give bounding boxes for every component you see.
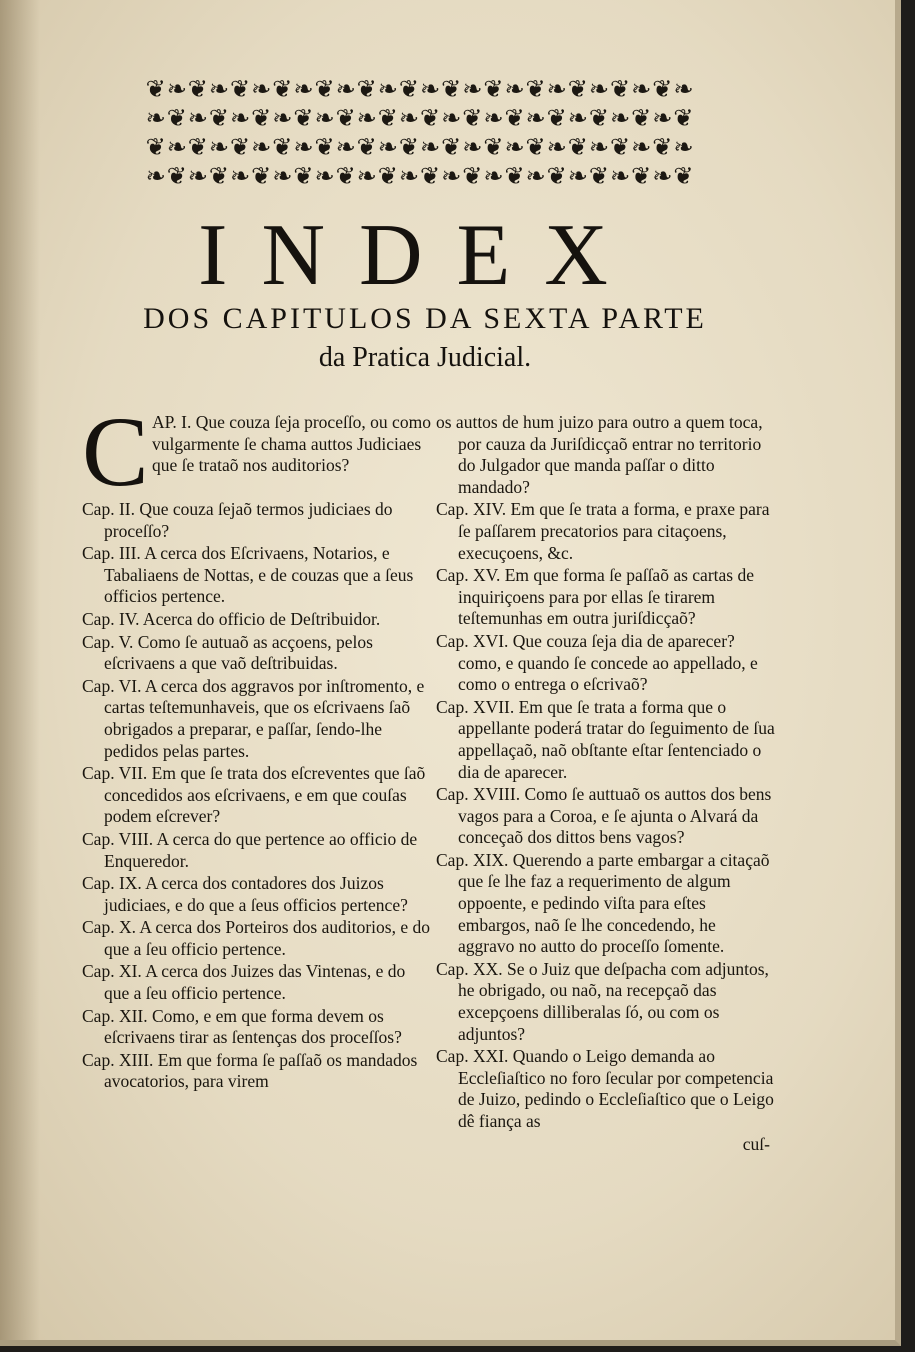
chapter-entry: Cap. IX. A cerca dos contadores dos Juizos judiciaes, e do que a ſeus officios pertence? — [82, 873, 408, 915]
page-subtitle-secondary: da Pratica Judicial. — [318, 342, 532, 373]
chapter-entry-text: AP. I. Que couza ſeja proceſſo, ou como vulgarmente ſe chama auttos Judiciaes que ſe trataõ nos auditorios? — [152, 412, 431, 476]
right-column — [436, 412, 776, 1155]
ornament-row: ❧❦❧❦❧❦❧❦❧❦❧❦❧❦❧❦❧❦❧❦❧❦❧❦❧❦ — [145, 104, 695, 132]
chapter-entry: Cap. XIX. Querendo a parte embargar a citaçaõ que ſe lhe faz a requerimento de algum oppoente, e pedindo viſta para eſtes embargos, naõ ſe lhe concedendo, he aggravo no autto do proceſſo ſomente. — [436, 849, 770, 957]
catchword: cuſ- — [742, 1133, 770, 1154]
chapter-entry: Cap. VIII. A cerca do que pertence ao officio de Enqueredor. — [82, 828, 418, 871]
chapter-entry: Cap. VI. A cerca dos aggravos por inſtromento, e cartas teſtemunhaveis, que os eſcrivaens ſaõ obrigados a preparar, e paſſar, ſendo-lhe pedidos pelas partes. — [82, 675, 425, 761]
chapter-entry-continued: os auttos de hum juizo para outro a quem toca, por cauza da Juriſdicçaõ entrar no territorio do Julgador que manda paſſar o ditto mandado? — [436, 412, 763, 497]
chapter-entry: Cap. XV. Em que forma ſe paſſaõ as cartas de inquiriçoens para por ellas ſe tirarem teſtemunhas em outra juriſdicçaõ? — [436, 565, 754, 629]
page-subtitle: DOS CAPITULOS DA SEXTA PARTE — [143, 302, 707, 335]
chapter-entry: Cap. X. A cerca dos Porteiros dos auditorios, e do que a ſeu officio pertence. — [82, 917, 431, 959]
chapter-entry: Cap. VII. Em que ſe trata dos eſcreventes que ſaõ concedidos aos eſcrivaens, e em que couſas podem eſcrever? — [82, 763, 426, 827]
chapter-entry: Cap. XVII. Em que ſe trata a forma que o appellante poderá tratar do ſeguimento de ſua appellaçaõ, naõ obſtante eſtar ſentenciado o dia de aparecer. — [436, 696, 775, 782]
chapter-entry: Cap. XX. Se o Juiz que deſpacha com adjuntos, he obrigado, ou naõ, na recepçaõ das excepçoens dilliberalas ſó, ou com os adjuntos? — [436, 958, 769, 1044]
ornament-row: ❦❧❦❧❦❧❦❧❦❧❦❧❦❧❦❧❦❧❦❧❦❧❦❧❦❧ — [145, 133, 695, 161]
chapter-entry: Cap. XXI. Quando o Leigo demanda ao Eccleſiaſtico no foro ſecular por competencia de Juizo, pedindo o Eccleſiaſtico que o Leigo dê fiança as — [436, 1046, 774, 1131]
chapter-entry: Cap. V. Como ſe autuaõ as acçoens, pelos eſcrivaens a que vaõ deſtribuidas. — [82, 631, 373, 674]
ornament-row: ❧❦❧❦❧❦❧❦❧❦❧❦❧❦❧❦❧❦❧❦❧❦❧❦❧❦ — [145, 162, 695, 190]
chapter-entry: Cap. III. A cerca dos Eſcrivaens, Notarios, e Tabaliaens de Nottas, e de couzas que a ſeus officios pertence. — [82, 543, 414, 607]
chapter-entry: Cap. XVI. Que couza ſeja dia de aparecer? como, e quando ſe concede ao appellado, e como o entrega o eſcrivaõ? — [436, 630, 758, 695]
chapter-entry: Cap. XIV. Em que ſe trata a forma, e praxe para ſe paſſarem precatorios para citaçoens, execuçoens, &c. — [436, 499, 770, 563]
drop-cap: C — [82, 396, 149, 507]
left-column — [82, 396, 434, 1094]
chapter-entry: Cap. XVIII. Como ſe auttuaõ os auttos dos bens vagos para a Coroa, e ſe ajunta o Alvará da conceçaõ dos dittos bens vagos? — [436, 784, 772, 848]
chapter-entry: Cap. XI. A cerca dos Juizes das Vintenas, e do que a ſeu officio pertence. — [82, 961, 406, 1004]
ornament-row: ❦❧❦❧❦❧❦❧❦❧❦❧❦❧❦❧❦❧❦❧❦❧❦❧❦❧ — [145, 75, 695, 103]
chapter-entry: Cap. II. Que couza ſejaõ termos judiciaes do proceſſo? — [82, 499, 393, 541]
page-gutter-shadow — [0, 0, 40, 1340]
chapter-entry-1 — [82, 396, 434, 507]
chapter-entry: Cap. IV. Acerca do officio de Deſtribuidor. — [82, 608, 381, 629]
chapter-entry: Cap. XII. Como, e em que forma devem os eſcrivaens tirar as ſentenças dos proceſſos? — [82, 1005, 402, 1048]
chapter-entry: Cap. XIII. Em que forma ſe paſſaõ os mandados avocatorios, para virem — [82, 1049, 418, 1092]
page-title: INDEX — [198, 207, 642, 304]
decorative-headpiece — [80, 75, 760, 193]
